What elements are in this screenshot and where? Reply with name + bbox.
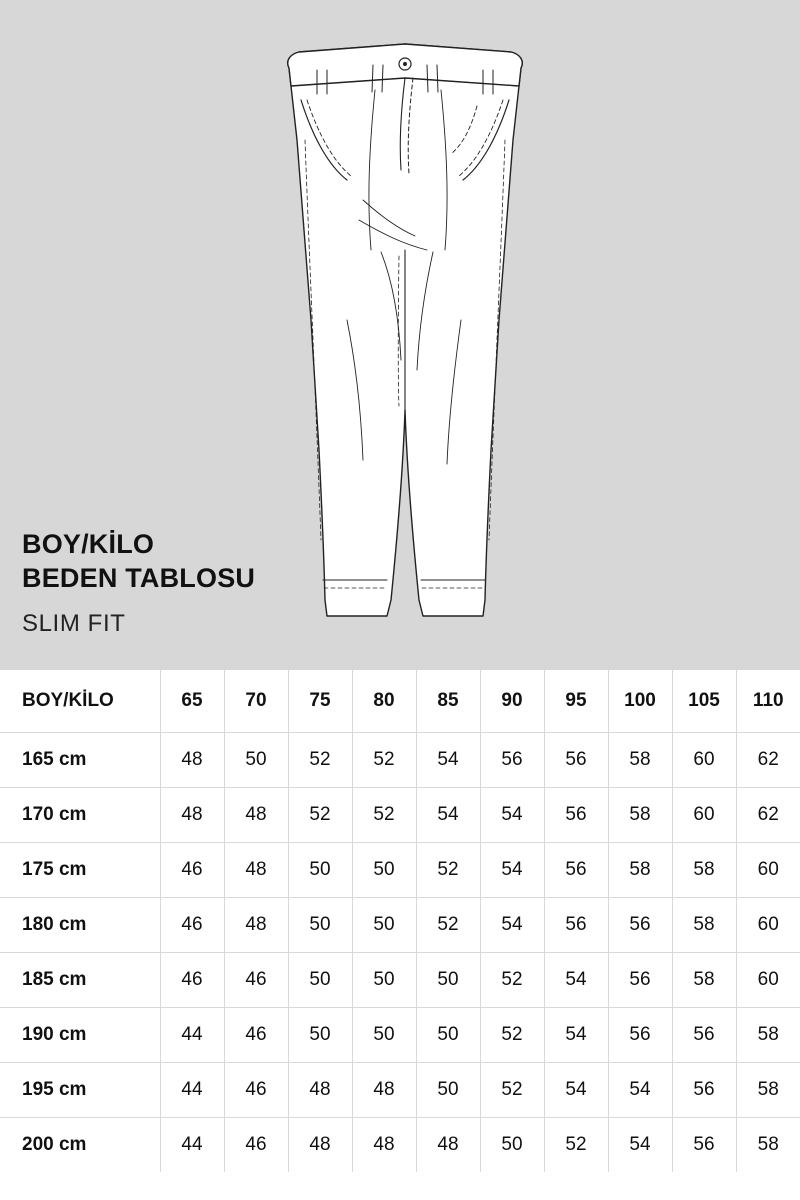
table-cell: 54 <box>608 1117 672 1172</box>
column-header: 65 <box>160 670 224 732</box>
table-cell: 48 <box>160 787 224 842</box>
table-cell: 52 <box>416 842 480 897</box>
table-cell: 50 <box>480 1117 544 1172</box>
table-cell: 60 <box>736 842 800 897</box>
table-cell: 54 <box>544 1007 608 1062</box>
table-cell: 60 <box>736 897 800 952</box>
table-cell: 54 <box>480 897 544 952</box>
row-label: 185 cm <box>0 952 160 1007</box>
table-row <box>0 897 800 952</box>
table-cell: 50 <box>288 1007 352 1062</box>
table-row <box>0 952 800 1007</box>
table-cell: 54 <box>544 952 608 1007</box>
table-cell: 48 <box>160 732 224 787</box>
table-cell: 46 <box>160 952 224 1007</box>
column-header: 105 <box>672 670 736 732</box>
table-header-row <box>0 670 800 732</box>
row-label: 180 cm <box>0 897 160 952</box>
table-cell: 58 <box>672 897 736 952</box>
table-cell: 52 <box>352 787 416 842</box>
row-label: 190 cm <box>0 1007 160 1062</box>
size-table-container <box>0 670 800 1200</box>
table-cell: 52 <box>480 1062 544 1117</box>
table-cell: 56 <box>608 897 672 952</box>
table-row <box>0 1062 800 1117</box>
column-header: 90 <box>480 670 544 732</box>
table-cell: 54 <box>480 787 544 842</box>
table-cell: 54 <box>608 1062 672 1117</box>
column-header: 100 <box>608 670 672 732</box>
hero-text-block <box>22 527 255 638</box>
table-cell: 46 <box>224 1117 288 1172</box>
table-cell: 48 <box>288 1062 352 1117</box>
table-cell: 52 <box>480 952 544 1007</box>
table-cell: 56 <box>608 1007 672 1062</box>
table-cell: 50 <box>416 952 480 1007</box>
column-header: 75 <box>288 670 352 732</box>
page-title-line2: BEDEN TABLOSU <box>22 563 256 594</box>
table-cell: 58 <box>736 1062 800 1117</box>
size-table-header <box>0 670 800 732</box>
table-cell: 60 <box>672 732 736 787</box>
table-cell: 54 <box>544 1062 608 1117</box>
table-cell: 46 <box>160 842 224 897</box>
size-table-body <box>0 732 800 1172</box>
table-cell: 58 <box>608 842 672 897</box>
table-cell: 46 <box>224 952 288 1007</box>
table-cell: 60 <box>736 952 800 1007</box>
table-cell: 56 <box>672 1117 736 1172</box>
table-cell: 56 <box>544 732 608 787</box>
trousers-illustration-icon <box>255 20 555 640</box>
table-cell: 50 <box>352 842 416 897</box>
table-cell: 56 <box>480 732 544 787</box>
table-cell: 56 <box>544 897 608 952</box>
table-cell: 46 <box>160 897 224 952</box>
row-label: 175 cm <box>0 842 160 897</box>
table-cell: 44 <box>160 1117 224 1172</box>
table-cell: 48 <box>416 1117 480 1172</box>
table-cell: 44 <box>160 1062 224 1117</box>
table-row <box>0 1007 800 1062</box>
table-cell: 46 <box>224 1007 288 1062</box>
page-title <box>22 527 255 596</box>
table-cell: 52 <box>544 1117 608 1172</box>
row-label: 200 cm <box>0 1117 160 1172</box>
row-label: 195 cm <box>0 1062 160 1117</box>
table-cell: 48 <box>288 1117 352 1172</box>
table-cell: 50 <box>352 897 416 952</box>
table-cell: 50 <box>288 897 352 952</box>
column-header: 80 <box>352 670 416 732</box>
table-cell: 48 <box>352 1117 416 1172</box>
table-row <box>0 842 800 897</box>
size-table <box>0 670 800 1172</box>
table-cell: 54 <box>416 787 480 842</box>
table-cell: 50 <box>288 952 352 1007</box>
table-cell: 54 <box>480 842 544 897</box>
table-cell: 58 <box>736 1117 800 1172</box>
row-label: 165 cm <box>0 732 160 787</box>
table-cell: 46 <box>224 1062 288 1117</box>
column-header: 95 <box>544 670 608 732</box>
column-header: 70 <box>224 670 288 732</box>
table-cell: 56 <box>544 787 608 842</box>
table-row <box>0 787 800 842</box>
column-header: 110 <box>736 670 800 732</box>
table-row <box>0 1117 800 1172</box>
table-cell: 52 <box>352 732 416 787</box>
table-cell: 62 <box>736 787 800 842</box>
table-cell: 48 <box>352 1062 416 1117</box>
table-cell: 48 <box>224 787 288 842</box>
table-cell: 52 <box>288 787 352 842</box>
table-cell: 62 <box>736 732 800 787</box>
table-cell: 56 <box>672 1062 736 1117</box>
page-subtitle: SLIM FIT <box>22 610 126 637</box>
table-cell: 56 <box>672 1007 736 1062</box>
table-cell: 52 <box>288 732 352 787</box>
table-cell: 50 <box>352 952 416 1007</box>
table-cell: 60 <box>672 787 736 842</box>
table-cell: 58 <box>736 1007 800 1062</box>
table-cell: 50 <box>352 1007 416 1062</box>
table-cell: 58 <box>672 842 736 897</box>
column-header: 85 <box>416 670 480 732</box>
table-cell: 50 <box>224 732 288 787</box>
page-title-line1: BOY/KİLO <box>22 528 155 559</box>
table-cell: 44 <box>160 1007 224 1062</box>
table-cell: 48 <box>224 897 288 952</box>
table-cell: 48 <box>224 842 288 897</box>
table-cell: 50 <box>416 1007 480 1062</box>
table-cell: 58 <box>672 952 736 1007</box>
table-cell: 56 <box>608 952 672 1007</box>
row-label: 170 cm <box>0 787 160 842</box>
table-cell: 58 <box>608 787 672 842</box>
table-corner-label: BOY/KİLO <box>0 670 160 732</box>
table-cell: 58 <box>608 732 672 787</box>
table-cell: 50 <box>288 842 352 897</box>
table-row <box>0 732 800 787</box>
table-cell: 52 <box>480 1007 544 1062</box>
table-cell: 56 <box>544 842 608 897</box>
table-cell: 50 <box>416 1062 480 1117</box>
table-cell: 52 <box>416 897 480 952</box>
table-cell: 54 <box>416 732 480 787</box>
